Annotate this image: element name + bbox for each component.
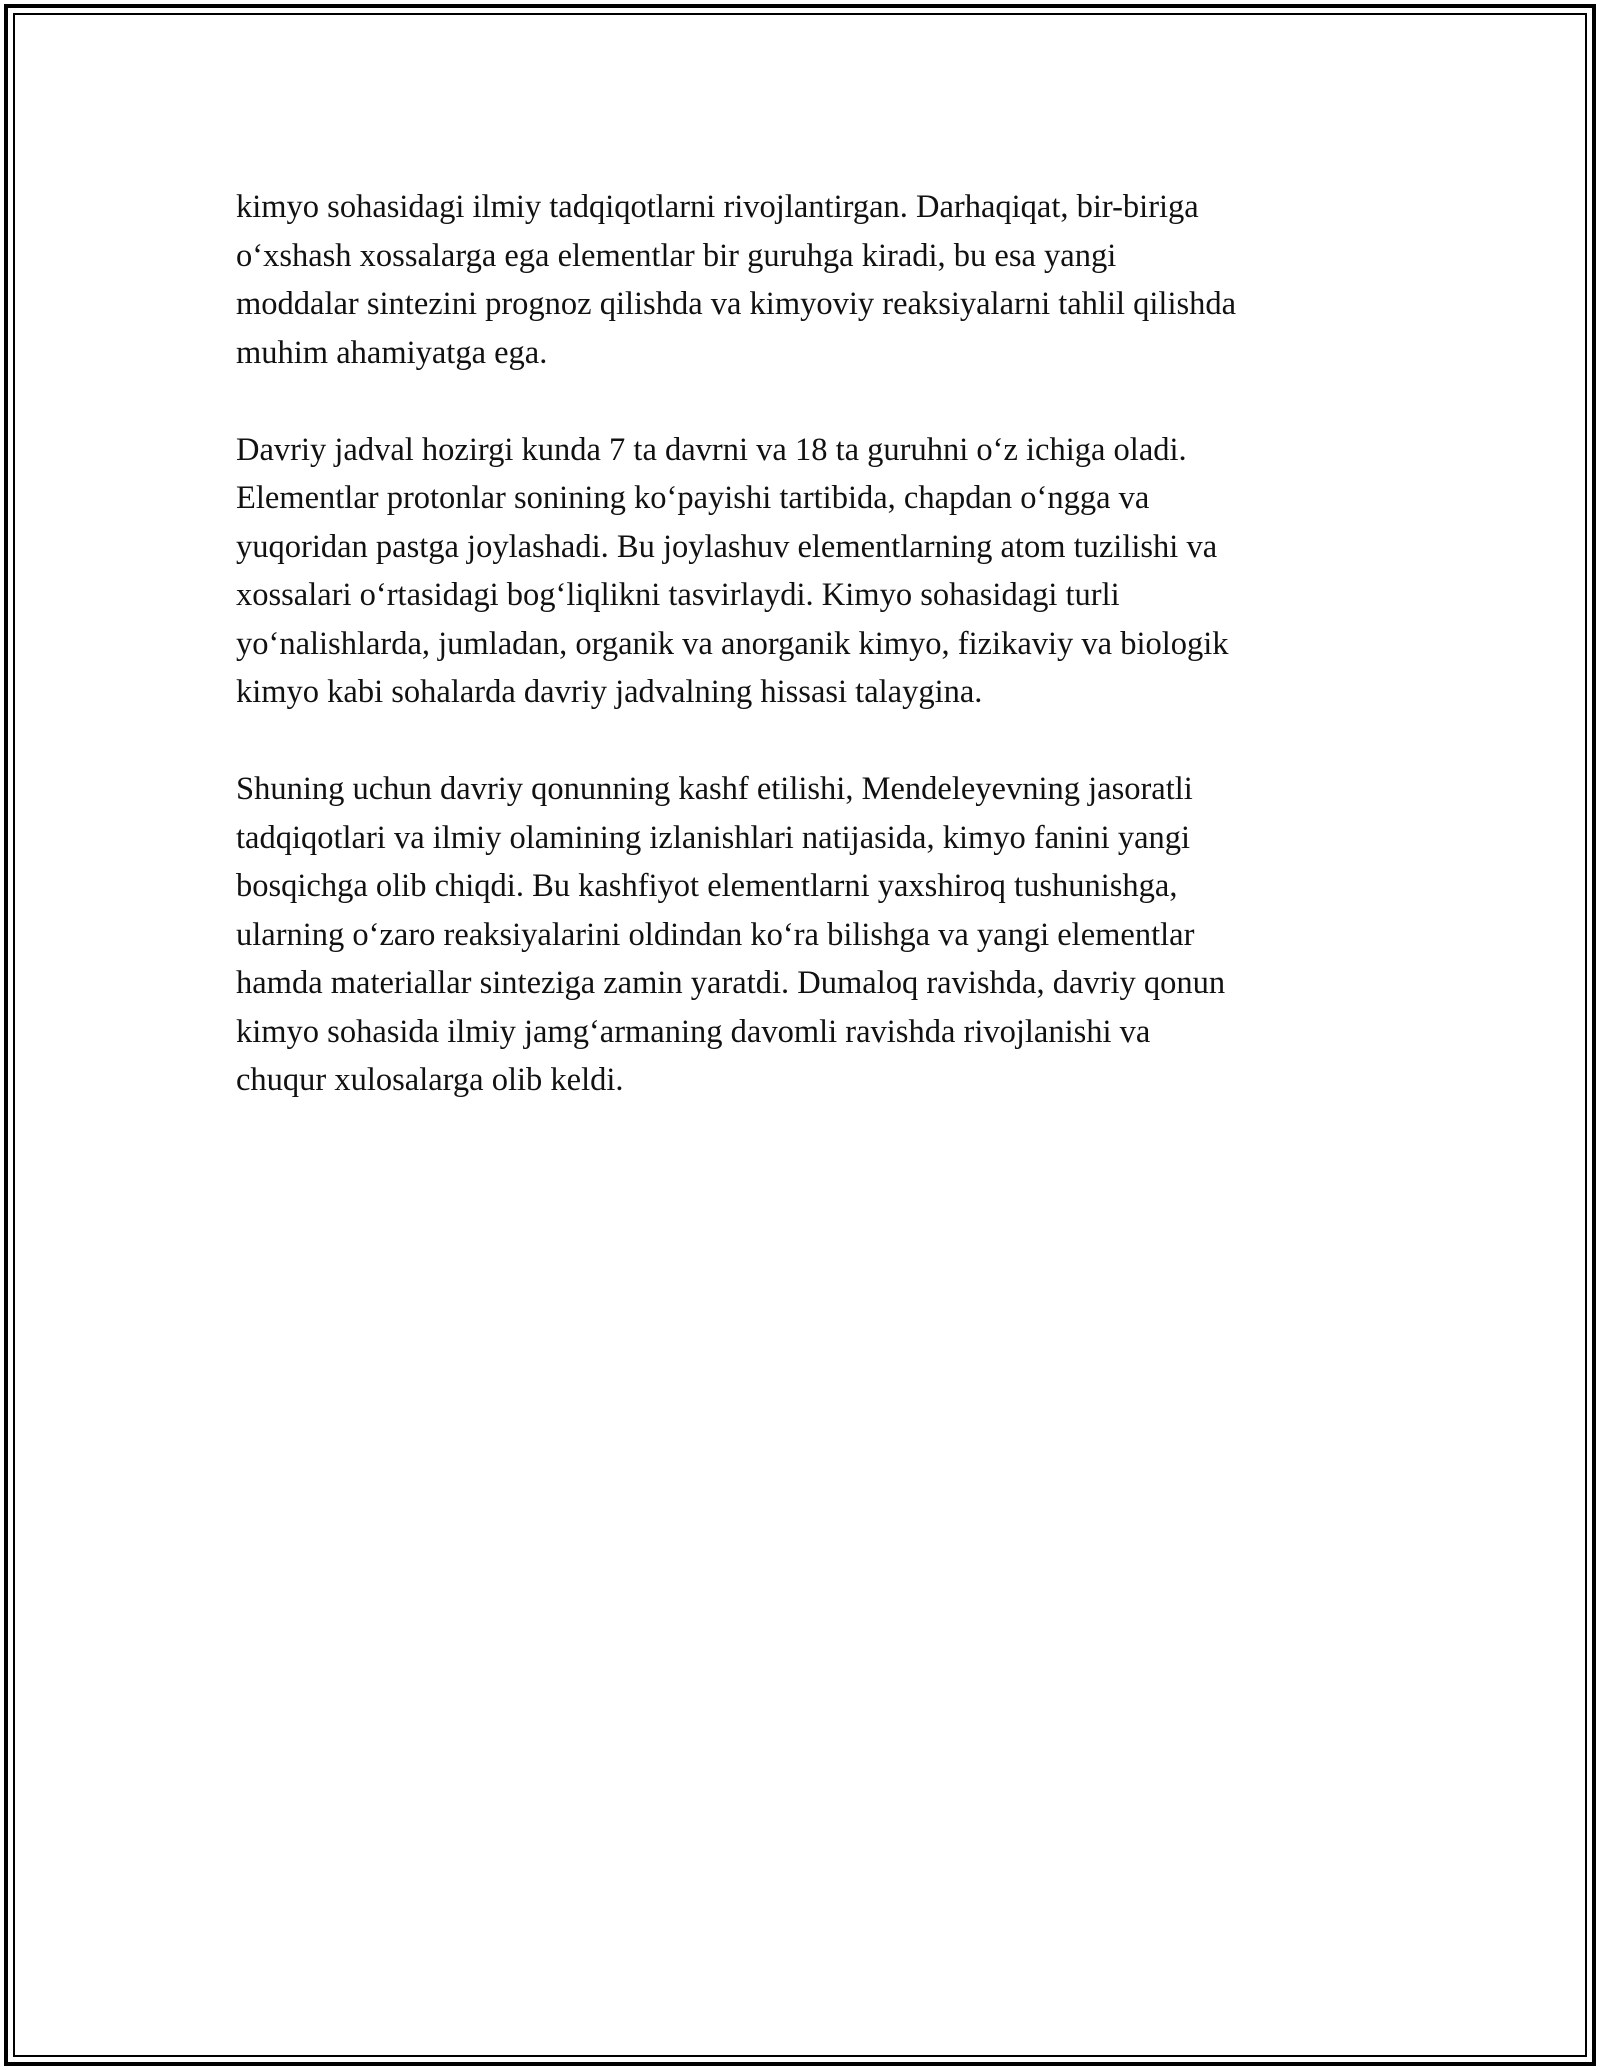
paragraph-line: Shuning uchun davriy qonunning kashf etilishi, Mendeleyevning jasoratli xyxy=(236,771,1193,807)
paragraph-line: kimyo sohasida ilmiy jamg‘armaning davomli ravishda rivojlanishi va xyxy=(236,1013,1151,1050)
paragraph-line: moddalar sintezini prognoz qilishda va kimyoviy reaksiyalarni tahlil qilishda xyxy=(236,286,1237,322)
paragraph-line: kimyo kabi sohalarda davriy jadvalning hissasi talaygina. xyxy=(236,674,983,710)
paragraph-line: o‘xshash xossalarga ega elementlar bir guruhga kiradi, bu esa yangi xyxy=(236,237,1117,274)
paragraph-line: yuqoridan pastga joylashadi. Bu joylashuv elementlarning atom tuzilishi va xyxy=(236,528,1218,565)
paragraph-line: tadqiqotlari va ilmiy olamining izlanishlari natijasida, kimyo fanini yangi xyxy=(236,819,1191,856)
paragraph-line: kimyo sohasidagi ilmiy tadqiqotlarni rivojlantirgan. Darhaqiqat, bir-biriga xyxy=(236,189,1199,225)
paragraph-line: xossalari o‘rtasidagi bog‘liqlikni tasvirlaydi. Kimyo sohasidagi turli xyxy=(236,577,1120,613)
paragraph-line: bosqichga olib chiqdi. Bu kashfiyot elementlarni yaxshiroq tushunishga, xyxy=(236,868,1178,904)
document-body xyxy=(236,183,1386,1153)
paragraph-line: hamda materiallar sinteziga zamin yaratdi. Dumaloq ravishda, davriy qonun xyxy=(236,965,1226,1001)
paragraph-line: yo‘nalishlarda, jumladan, organik va anorganik kimyo, fizikaviy va biologik xyxy=(236,625,1229,662)
paragraph-line: Davriy jadval hozirgi kunda 7 ta davrni va 18 ta guruhni o‘z ichiga oladi. xyxy=(236,431,1187,468)
paragraph-line: muhim ahamiyatga ega. xyxy=(236,334,548,371)
paragraph-1 xyxy=(236,183,1386,377)
paragraph-line: ularning o‘zaro reaksiyalarini oldindan ko‘ra bilishga va yangi elementlar xyxy=(236,916,1195,953)
paragraph-line: chuqur xulosalarga olib keldi. xyxy=(236,1062,624,1098)
paragraph-3 xyxy=(236,765,1386,1105)
paragraph-line: Elementlar protonlar sonining ko‘payishi tartibida, chapdan o‘ngga va xyxy=(236,480,1150,516)
paragraph-2 xyxy=(236,426,1386,717)
